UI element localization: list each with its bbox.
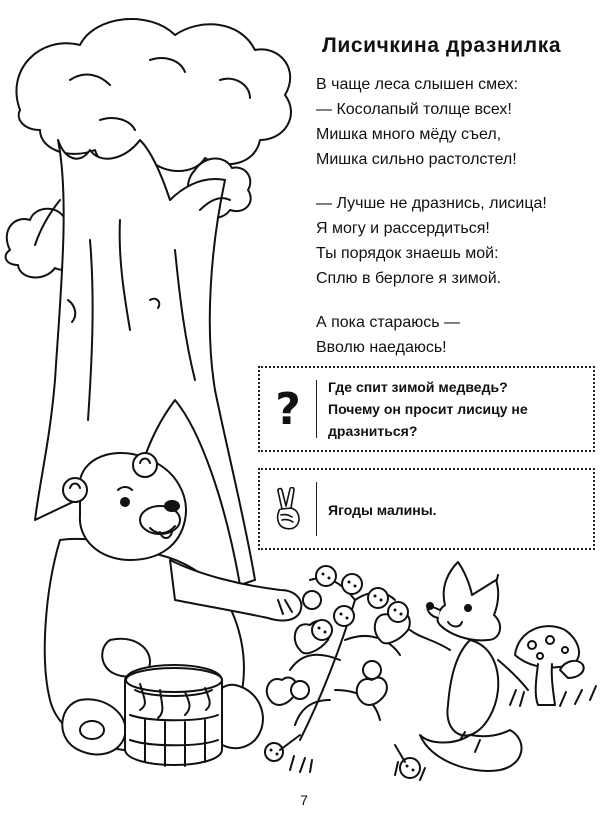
poem-line: Я могу и рассердиться! — [316, 220, 490, 237]
answer-text: Ягоды малины. — [328, 502, 437, 518]
question-line: Где спит зимой медведь? — [328, 379, 508, 395]
question-text — [328, 376, 585, 442]
poem-stanza — [316, 310, 547, 360]
question-line: Почему он просит лисицу не — [328, 401, 528, 417]
fox-illustration — [410, 562, 528, 771]
poem-text — [316, 72, 547, 360]
answer-box — [258, 468, 595, 550]
poem-stanza — [316, 72, 547, 172]
box-divider — [316, 380, 317, 438]
poem-line: В чаще леса слышен смех: — [316, 76, 519, 93]
box-divider — [316, 482, 317, 536]
poem-line: Мишка сильно растолстел! — [316, 151, 517, 168]
poem-line: Мишка много мёду съел, — [316, 126, 502, 143]
poem-line: Вволю наедаюсь! — [316, 339, 447, 356]
poem-line: А пока стараюсь — — [316, 314, 460, 331]
page-number: 7 — [300, 792, 308, 808]
poem-line: Сплю в берлоге я зимой. — [316, 270, 502, 287]
poem-line: — Косолапый толще всех! — [316, 101, 512, 118]
poem-line: — Лучше не дразнись, лисица! — [316, 195, 547, 212]
question-line: дразниться? — [328, 423, 418, 439]
poem-line: Ты порядок знаешь мой: — [316, 245, 499, 262]
honey-barrel-illustration — [125, 665, 222, 766]
victory-hand-icon — [260, 470, 316, 548]
question-mark-icon: ? — [275, 383, 301, 435]
poem-title: Лисичкина дразнилка — [322, 34, 562, 57]
question-box — [258, 366, 595, 452]
poem-stanza — [316, 191, 547, 291]
mushroom-illustration — [510, 626, 596, 706]
